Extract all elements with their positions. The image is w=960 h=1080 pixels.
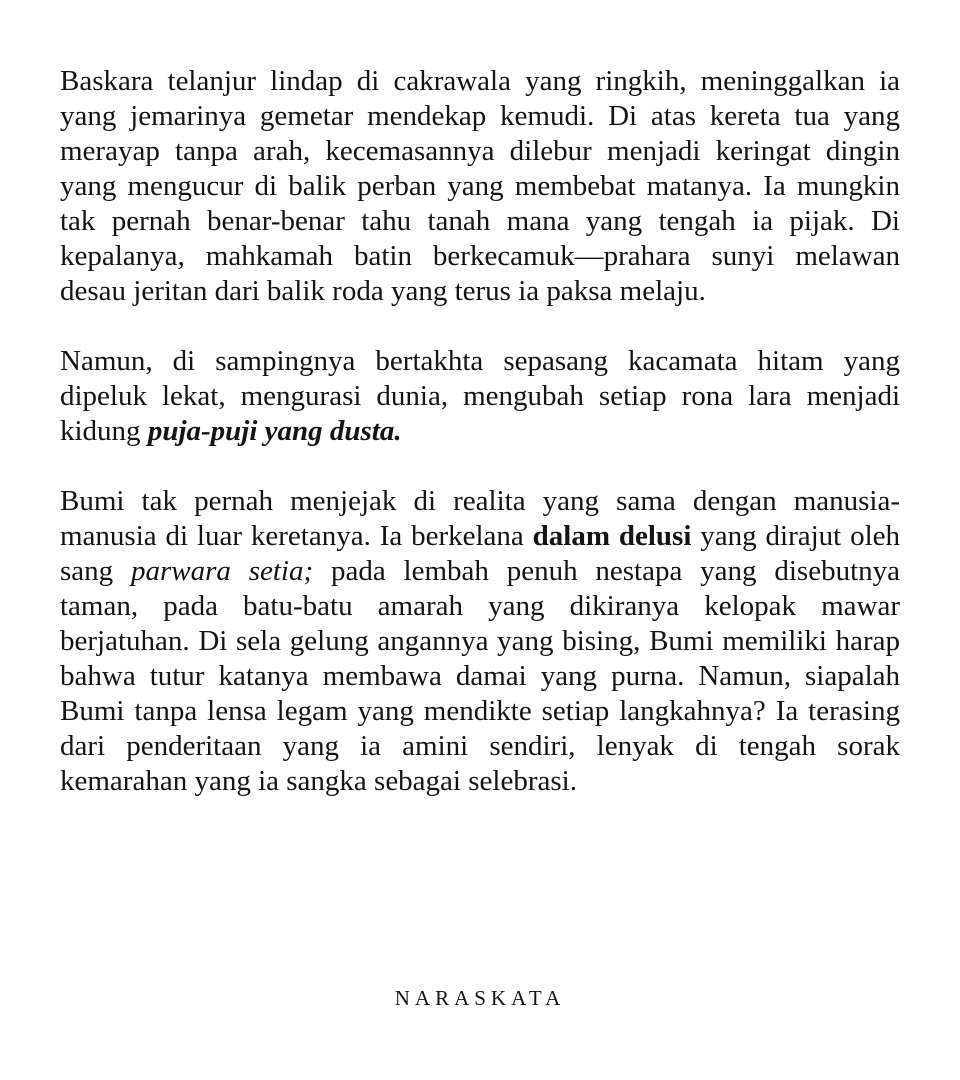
paragraph-3: [60, 484, 900, 799]
poem-body: [60, 64, 900, 834]
paragraph-3-text-1: Bumi tak pernah menjejak di realita yang sama dengan manusia-manusia di luar keretanya. Ia berkelana: [60, 485, 900, 552]
paragraph-2: [60, 344, 900, 449]
paragraph-2-text: Namun, di sampingnya bertakhta sepasang kacamata hitam yang dipeluk lekat, mengurasi dunia, mengubah setiap rona lara menjadi kidung: [60, 345, 900, 447]
paragraph-3-text-2: yang dirajut oleh sang: [60, 520, 900, 587]
paragraph-1: Baskara telanjur lindap di cakrawala yang ringkih, meninggalkan ia yang jemarinya gemetar mendekap kemudi. Di atas kereta tua yang merayap tanpa arah, kecemasannya dilebur menjadi keringat dingin yang mengucur di balik perban yang membebat matanya. Ia mungkin tak pernah benar-benar tahu tanah mana yang tengah ia pijak. Di kepalanya, mahkamah batin berkecamuk—prahara sunyi melawan desau jeritan dari balik roda yang terus ia paksa melaju.: [60, 65, 900, 307]
paragraph-3-bold: dalam delusi: [532, 520, 692, 552]
paragraph-3-italic: parwara setia;: [130, 555, 314, 587]
paragraph-3-text-3: pada lembah penuh nestapa yang disebutnya taman, pada batu-batu amarah yang dikiranya kelopak mawar berjatuhan. Di sela gelung angannya yang bising, Bumi memiliki harap bahwa tutur katanya membawa damai yang purna. Namun, siapalah Bumi tanpa lensa legam yang mendikte setiap langkahnya? Ia terasing dari penderitaan yang ia amini sendiri, lenyak di tengah sorak kemarahan yang ia sangka sebagai selebrasi.: [60, 555, 900, 797]
paragraph-2-emphasis: puja-puji yang dusta.: [147, 415, 402, 447]
author-signature: NARASKATA: [394, 986, 566, 1010]
